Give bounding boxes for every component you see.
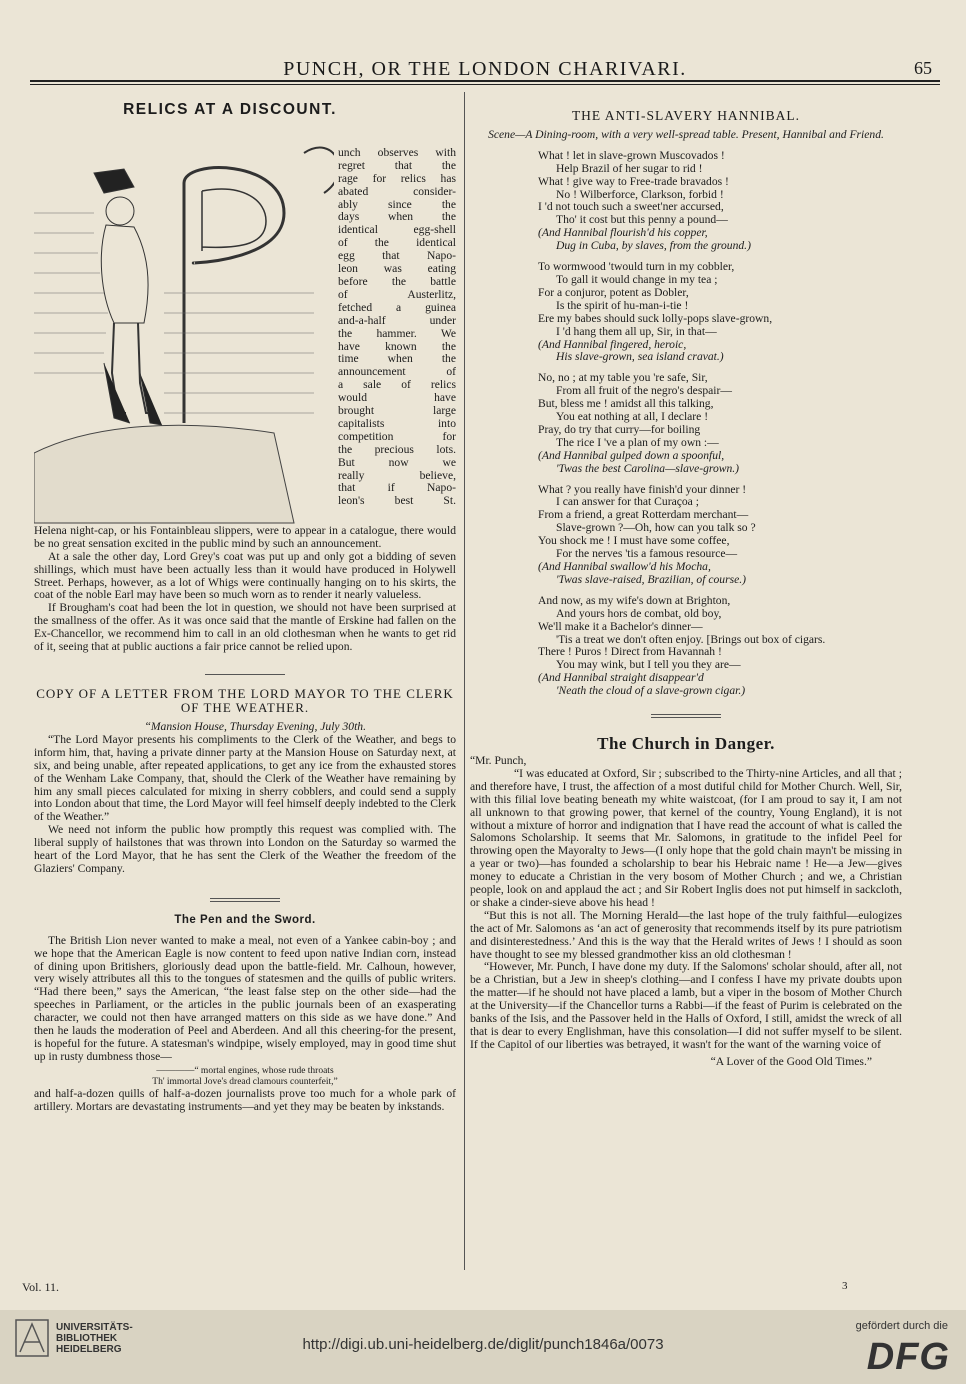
pen-quote-line: ————“ mortal engines, whose rude throats bbox=[156, 1065, 334, 1076]
pen-quote-line: Th' immortal Jove's dread clamours counterfeit,” bbox=[152, 1076, 338, 1087]
library-name-line: UNIVERSITÄTS- bbox=[56, 1322, 133, 1333]
section-rule bbox=[210, 898, 280, 902]
page-header bbox=[30, 56, 940, 84]
volume-mark: Vol. 11. bbox=[22, 1280, 60, 1294]
poem-line: But, bless me ! amidst all this talking, bbox=[538, 397, 714, 411]
poem-line: What ? you really have finish'd your dinner ! bbox=[538, 482, 747, 496]
church-paragraph: “I was educated at Oxford, Sir ; subscribed to the Thirty-nine Articles, and all that ; and therefore have, I trust, the affection of a most dutiful child for Mother Church. Well, Sir, with this filial love beating beneath my white waistcoat, (for I am proud to say it, I am not all unknown to that growing power, that kernel of the country, Young England), it is not without a mixture of horror and indignation that I have read the account of what is called the Salomons Scholarship. It seems that Mr. Salomons, in gratitude to the infidel Peel for throwing open the Mayoralty to Jews—(I only hope that the gold chain mayn't be missing in a year or two)—has founded a scholarship to bear his Hebraic name ! He—a Jew—gives money to educate a Christian in the very bosom of Mother Church ; and we, a Christian people, look on and applaud the act ; and Sir Robert Inglis does not put himself in sackcloth, or shake a cinder-sieve above his head ! bbox=[470, 766, 902, 909]
poem-line: (And Hannibal fingered, heroic, bbox=[538, 337, 687, 351]
poem-line: There ! Puros ! Direct from Havannah ! bbox=[538, 645, 722, 659]
poem-line: I 'd hang them all up, Sir, in that— bbox=[556, 324, 717, 338]
poem-line: Ere my babes should suck lolly-pops slave-grown, bbox=[538, 311, 773, 325]
poem-line: From a friend, a great Rotterdam merchant— bbox=[538, 508, 749, 522]
wrap-line: ably since the bbox=[338, 197, 456, 211]
wrap-line: of Austerlitz, bbox=[338, 287, 456, 301]
poem-stanza bbox=[538, 372, 902, 475]
running-title: PUNCH, OR THE LONDON CHARIVARI. bbox=[283, 58, 687, 80]
poem-line: We'll make it a Bachelor's dinner— bbox=[538, 619, 703, 633]
wrap-line: competition for bbox=[338, 429, 456, 443]
wrap-line: rage for relics has bbox=[338, 171, 456, 185]
poem-line: (And Hannibal straight disappear'd bbox=[538, 671, 704, 685]
poem-line: To gall it would change in my tea ; bbox=[556, 272, 718, 286]
hannibal-poem bbox=[470, 150, 902, 698]
poem-line: Help Brazil of her sugar to rid ! bbox=[556, 161, 703, 175]
wrap-line: the hammer. We bbox=[338, 326, 456, 340]
wrap-line: unch observes with bbox=[338, 145, 456, 159]
wrap-line: would have bbox=[338, 391, 456, 405]
poem-stanza bbox=[538, 150, 902, 253]
section-rule bbox=[651, 714, 721, 718]
relics-wrap-text bbox=[338, 147, 456, 508]
poem-line: (And Hannibal flourish'd his copper, bbox=[538, 226, 708, 240]
pen-paragraph: and half-a-dozen quills of half-a-dozen journalists prove too much for a whole park of artillery. Mortars are devastating instruments—and yet they may be beaten by inkstands. bbox=[34, 1086, 456, 1113]
poem-line: 'Twas the best Carolina—slave-grown.) bbox=[556, 461, 740, 475]
poem-line: 'Twas slave-raised, Brazilian, of course.) bbox=[556, 572, 747, 586]
poem-line: No, no ; at my table you 're safe, Sir, bbox=[538, 371, 708, 385]
relics-paragraph: At a sale the other day, Lord Grey's coat was put up and only got a bidding of seven shillings, which must have been actually less than it would have produced in Holywell Street. Perhaps, however, as a lot of Whigs were continually hanging on to his skirts, the coat of the noble Earl may have been so much worn as to render it nearly valueless. bbox=[34, 549, 456, 602]
signature-mark: 3 bbox=[842, 1280, 848, 1292]
poem-line: 'Neath the cloud of a slave-grown cigar.) bbox=[556, 684, 746, 698]
column-divider bbox=[464, 92, 465, 1270]
poem-line: To wormwood 'twould turn in my cobbler, bbox=[538, 260, 735, 274]
letter-heading: COPY OF A LETTER FROM THE LORD MAYOR TO THE CLERK OF THE WEATHER. bbox=[36, 685, 454, 715]
relics-paragraph: Helena night-cap, or his Fontainbleau slippers, were to appear in a catalogue, there would be no great sensation excited in the public mind by such an announcement. bbox=[34, 523, 456, 550]
relics-illustrated-block bbox=[34, 123, 456, 525]
church-signature: “A Lover of the Good Old Times.” bbox=[710, 1054, 872, 1068]
wrap-line: brought large bbox=[338, 404, 456, 418]
poem-line: What ! let in slave-grown Muscovados ! bbox=[538, 148, 725, 162]
poem-line: I can answer for that Curaçoa ; bbox=[556, 495, 699, 509]
wrap-line: a sale of relics bbox=[338, 378, 456, 392]
wrap-line: days when the bbox=[338, 210, 456, 224]
wrap-line: really believe, bbox=[338, 468, 456, 482]
poem-line: What ! give way to Free-trade bravados ! bbox=[538, 174, 729, 188]
poem-line: Slave-grown ?—Oh, how can you talk so ? bbox=[556, 521, 756, 535]
letter-dateline: “Mansion House, Thursday Evening, July 30th. bbox=[144, 719, 366, 733]
wrap-line: and-a-half under bbox=[338, 313, 456, 327]
page-number: 65 bbox=[914, 58, 932, 78]
poem-line: Pray, do try that curry—for boiling bbox=[538, 422, 701, 436]
poem-line: And now, as my wife's down at Brighton, bbox=[538, 593, 731, 607]
church-heading: The Church in Danger. bbox=[597, 734, 775, 754]
right-column bbox=[470, 110, 902, 1069]
wrap-line: egg that Napo- bbox=[338, 249, 456, 263]
wrap-line: leon's best St. bbox=[338, 494, 456, 508]
poem-line: His slave-grown, sea island cravat.) bbox=[556, 350, 724, 364]
library-name-line: BIBLIOTHEK bbox=[56, 1333, 118, 1344]
wrap-line: leon was eating bbox=[338, 262, 456, 276]
left-column bbox=[34, 101, 456, 1114]
poem-line: From all fruit of the negro's despair— bbox=[556, 384, 732, 398]
church-paragraph: “But this is not all. The Morning Herald—the last hope of the truly faithful—eulogizes the act of Mr. Salomons as ‘an act of generosity that recommends itself by its pure patriotism and disinterestedness.’ And this is the way that the Herald writes of Jews ! I should as soon have thought to see my blessed grandmother kiss an old clothesman ! bbox=[470, 908, 902, 961]
poem-stanza bbox=[538, 261, 902, 364]
church-salutation: “Mr. Punch, bbox=[470, 753, 527, 767]
poem-line: For the nerves 'tis a famous resource— bbox=[556, 547, 738, 561]
poem-line: You shock me ! I must have some coffee, bbox=[538, 534, 730, 548]
poem-line: (And Hannibal swallow'd his Mocha, bbox=[538, 560, 711, 573]
wrap-line: abated consider- bbox=[338, 184, 456, 198]
header-rule bbox=[30, 80, 940, 82]
dfg-logo: DFG bbox=[866, 1336, 950, 1378]
poem-line: You eat nothing at all, I declare ! bbox=[556, 410, 709, 424]
wrap-line: the precious lots. bbox=[338, 442, 456, 456]
poem-line: Tho' it cost but this penny a pound— bbox=[556, 213, 728, 227]
wrap-line: But now we bbox=[338, 455, 456, 469]
poem-stanza bbox=[538, 484, 902, 587]
poem-line: And yours hors de combat, old boy, bbox=[556, 606, 722, 620]
hannibal-scene: Scene—A Dining-room, with a very well-spread table. Present, Hannibal and Friend. bbox=[488, 127, 884, 141]
poem-line: Dug in Cuba, by slaves, from the ground.) bbox=[556, 239, 751, 253]
letter-paragraph: “The Lord Mayor presents his compliments to the Clerk of the Weather, and begs to inform him, that, having a private dinner party at the Mansion House on Saturday next, at six, and being unable, after repeated applications, to get any ice from the exhausted stores of the Wenham Lake Company, that, should the Clerk of the Weather have remaining by him any small pieces calculated for mixing in sherry cobblers, and could send a supply into London about that time, the Lord Mayor will feel himself deeply indebted to the Clerk of the Weather.” bbox=[34, 732, 456, 824]
poem-line: For a conjuror, potent as Dobler, bbox=[538, 285, 689, 299]
header-rule-thin bbox=[30, 84, 940, 85]
library-name-line: HEIDELBERG bbox=[56, 1344, 122, 1355]
wrap-line: of the identical bbox=[338, 236, 456, 250]
church-paragraph: “However, Mr. Punch, I have done my duty. If the Salomons' scholar should, after all, not be a Christian, but a Jew in sheep's clothing—and I confess I have my private doubts upon the matter—if he should not have placed a lamb, but a viper in the bosom of Mother Church at the University—if the Chancellor turns a Rabbi—if the feast of Purim is celebrated on the banks of the Isis, and the Passover held in the Halls of Oxford, I still, amidst the wreck of all that is dear to every Englishman, have this consolation—I did not suffer myself to be silent. If the Capitol of our liberties was betrayed, it wasn't for the want of the warning voice of bbox=[470, 960, 902, 1051]
permalink-url[interactable]: http://digi.ub.uni-heidelberg.de/diglit/punch1846a/0073 bbox=[302, 1336, 664, 1353]
poem-line: Is the spirit of hu-man-i-tie ! bbox=[556, 298, 689, 312]
poem-line: 'Tis a treat we don't often enjoy. [Brings out box of cigars. bbox=[556, 632, 826, 646]
poem-line: (And Hannibal gulped down a spoonful, bbox=[538, 448, 725, 462]
wrap-line: capitalists into bbox=[338, 416, 456, 430]
wrap-line: have known the bbox=[338, 339, 456, 353]
wrap-line: that if Napo- bbox=[338, 481, 456, 495]
hannibal-heading: THE ANTI-SLAVERY HANNIBAL. bbox=[571, 108, 801, 123]
pen-heading: The Pen and the Sword. bbox=[174, 913, 316, 926]
poem-line: No ! Wilberforce, Clarkson, forbid ! bbox=[556, 187, 724, 201]
relics-paragraph: If Brougham's coat had been the lot in question, we should not have been surprised at the smallness of the offer. As it was once said that the mantle of Erskine had fallen on the Ex-Chancellor, we recommend him to call in an old clothesman when he wants to get rid of it, seeing that at public auctions a fair price cannot be relied upon. bbox=[34, 601, 456, 654]
wrap-line: time when the bbox=[338, 352, 456, 366]
wrap-line: identical egg-shell bbox=[338, 223, 456, 237]
poem-stanza bbox=[538, 595, 902, 698]
napoleon-illustration bbox=[34, 123, 334, 525]
wrap-line: before the battle bbox=[338, 274, 456, 288]
wrap-line: announcement of bbox=[338, 365, 456, 379]
section-rule bbox=[205, 674, 285, 675]
pen-paragraph: The British Lion never wanted to make a meal, not even of a Yankee cabin-boy ; and we hope that the American Eagle is now content to feed upon native Indian corn, instead of dining upon Britishers, gloriously dead upon the battle-field. Mr. Calhoun, however, very wisely attributes all this to the tongues of statesmen and the quills of public writers. “Had there been,” says the American, “the least false step on the other side—had the speeches in Parliament, or the articles in the public journals been of an exasperating character, we could not then have arranged matters on this side as we have done.” And then he lauds the moderation of Peel and Aberdeen. And all this cheering-for the present, is hopeful for the future. A statesman's windpipe, wisely employed, may in good time shut up in rusty dumbness those— bbox=[34, 933, 456, 1063]
poem-line: The rice I 've a plan of my own :— bbox=[556, 435, 719, 449]
funded-by-label: gefördert durch die bbox=[855, 1320, 948, 1332]
wrap-line: regret that the bbox=[338, 158, 456, 172]
poem-line: You may wink, but I tell you they are— bbox=[556, 658, 741, 672]
relics-heading: RELICS AT A DISCOUNT. bbox=[123, 101, 337, 118]
wrap-line: fetched a guinea bbox=[338, 300, 456, 314]
poem-line: I 'd not touch such a sweet'ner accursed, bbox=[538, 200, 724, 214]
letter-paragraph: We need not inform the public how promptly this request was complied with. The liberal supply of hailstones that was thrown into London on the Saturday so warmed the heart of the Lord Mayor, that he has sent the Clerk of the Weather the freedom of the Glaziers' Company. bbox=[34, 823, 456, 875]
